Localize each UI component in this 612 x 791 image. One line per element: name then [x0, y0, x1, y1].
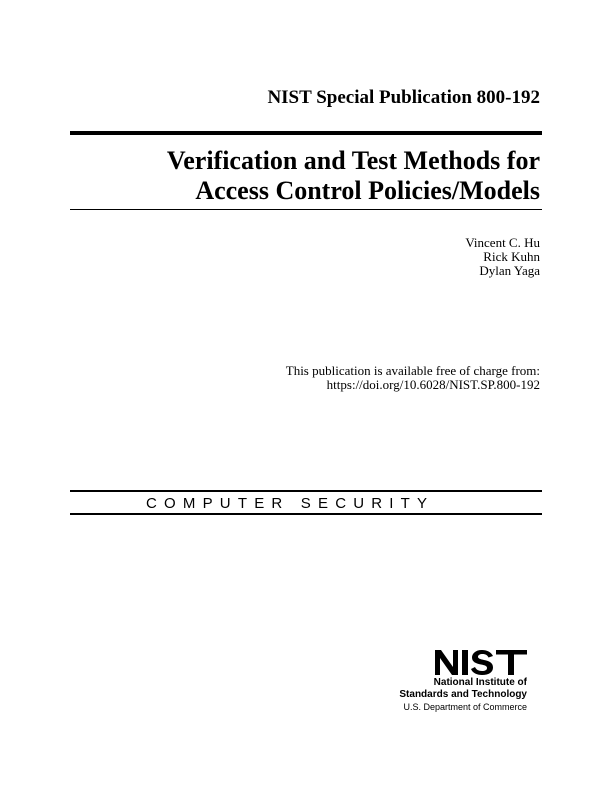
category-bottom-rule [70, 513, 542, 515]
author-name: Rick Kuhn [483, 249, 540, 264]
nist-logo-block [399, 650, 527, 713]
title-bottom-rule [70, 209, 542, 210]
title-line-1: Verification and Test Methods for [166, 146, 540, 175]
category-label: COMPUTER SECURITY [146, 495, 435, 512]
department-name: U.S. Department of Commerce [403, 702, 527, 712]
publication-series: NIST Special Publication 800-192 [267, 87, 540, 108]
doi-link[interactable]: https://doi.org/10.6028/NIST.SP.800-192 [326, 377, 540, 392]
author-name: Vincent C. Hu [465, 235, 540, 250]
document-title [100, 146, 540, 206]
title-line-2: Access Control Policies/Models [195, 176, 540, 205]
category-top-rule [70, 490, 542, 492]
author-name: Dylan Yaga [479, 263, 540, 278]
title-top-rule [70, 131, 542, 135]
org-name-line-1: National Institute of [433, 677, 527, 688]
author-list [465, 236, 540, 278]
availability-text: This publication is available free of charge from: [285, 363, 540, 378]
availability-note [286, 364, 540, 392]
nist-logo [435, 650, 527, 675]
org-name-line-2: Standards and Technology [399, 689, 527, 700]
